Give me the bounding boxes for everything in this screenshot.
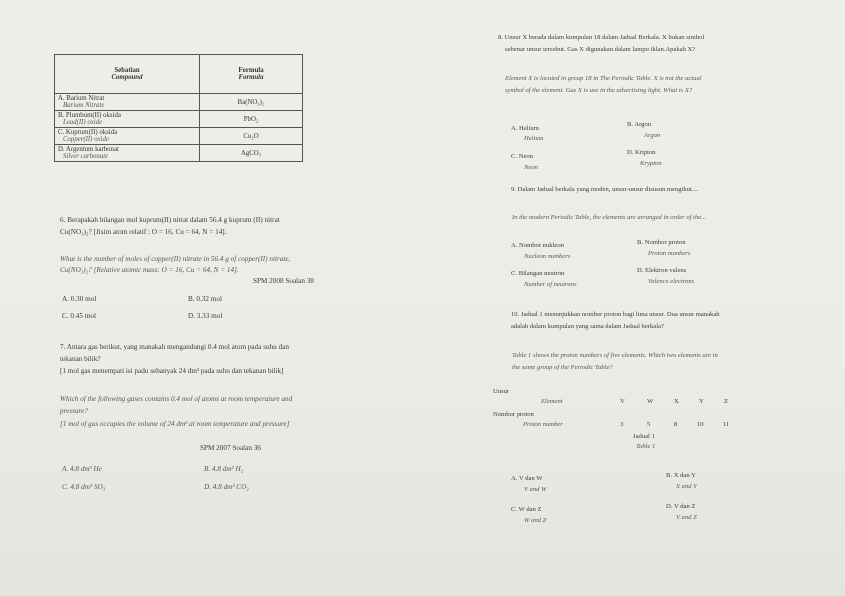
- table-row: [55, 145, 303, 162]
- q10-en-line1: Table 1 shows the proton numbers of five elements. Which two elements are in: [512, 352, 718, 359]
- q10-option-d[interactable]: D. V dan Z: [666, 503, 696, 510]
- q9-option-a-en: Nucleon numbers: [524, 253, 571, 260]
- header-compound: [55, 55, 200, 94]
- compound-en: Barium Nitrate: [63, 102, 105, 109]
- q8-option-b[interactable]: B. Argon: [627, 121, 652, 128]
- proton-y: 10: [697, 421, 704, 428]
- q7-en-line2: pressure?: [60, 407, 88, 415]
- q6-option-b[interactable]: B. 0.32 mol: [188, 295, 222, 303]
- compound-ms: C. Kuprum(II) oksida: [58, 129, 118, 136]
- compound-cell: [55, 128, 200, 145]
- q10-caption: Jadual 1: [633, 433, 655, 440]
- q6-ms-line1: 6. Berapakah bilangan mol kuprum(II) nitrat dalam 56.4 g kuprum (II) nitrat: [60, 216, 280, 224]
- q10-ms-line2: adalah dalam kumpulan yang sama dalam Jadual berkala?: [511, 323, 664, 330]
- q6-option-c[interactable]: C. 0.45 mol: [62, 312, 96, 320]
- formula-cell: Ba(NO₃)₂: [200, 94, 303, 111]
- q10-option-c[interactable]: C. W dan Z: [511, 506, 542, 513]
- compound-cell: [55, 111, 200, 128]
- q7-option-c[interactable]: C. 4.8 dm³ SO₃: [62, 483, 106, 491]
- q9-option-c-en: Number of neutrons: [524, 281, 577, 288]
- q6-option-d[interactable]: D. 3.33 mol: [188, 312, 223, 320]
- compound-cell: [55, 145, 200, 162]
- compound-ms: D. Argentum karbonat: [58, 146, 119, 153]
- q7-ms-line1: 7. Antara gas berikut, yang manakah mengandungi 0.4 mol atom pada suhu dan: [60, 343, 289, 351]
- formula-cell: AgCO₃: [200, 145, 303, 162]
- compound-ms: B. Plumbum(II) oksida: [58, 112, 121, 119]
- q8-en-line2: symbol of the element. Gas X is use in the advertising light. What is X?: [505, 87, 693, 94]
- q7-ms-line3: [1 mol gas menempati isi padu sebanyak 24 dm³ pada suhu dan tekanan bilik]: [60, 367, 284, 375]
- q9-option-c[interactable]: C. Bilangan neutron: [511, 270, 565, 277]
- q7-ms-line2: tekanan bilik?: [60, 355, 101, 363]
- element-z: Z: [724, 398, 729, 405]
- q10-option-c-en: W and Z: [524, 517, 547, 524]
- proton-x: 8: [674, 421, 678, 428]
- q8-option-d[interactable]: D. Kripton: [627, 149, 656, 156]
- element-w: W: [647, 398, 654, 405]
- header-compound-ms: Sebatian: [114, 67, 140, 74]
- q6-en-line2: Cu(NO₃)₂? [Relative atomic mass: O = 16, Cu = 64, N = 14].: [60, 266, 239, 274]
- q8-en-line1: Element X is located in group 18 in The Periodic Table. X is not the actual: [505, 75, 702, 82]
- q9-option-b[interactable]: B. Nombor proton: [637, 239, 686, 246]
- q10-caption-en: Table 1: [636, 443, 656, 450]
- compound-en: Silver carbonate: [63, 153, 109, 160]
- q8-ms-line2: sebenar unsur tersebut. Gas X digunakan dalam lampu iklan.Apakah X?: [505, 46, 696, 53]
- header-formula-en: Formula: [238, 74, 264, 81]
- header-formula: [200, 55, 303, 94]
- q6-en-line1: What is the number of moles of copper(II) nitrate in 56.4 g of copper(II) nitrate,: [60, 255, 291, 263]
- header-formula-ms: Formula: [238, 67, 264, 74]
- q10-option-b-en: X and Y: [676, 483, 697, 490]
- compound-en: Lead(II) oxide: [63, 119, 103, 126]
- formula-cell: Cu₂O: [200, 128, 303, 145]
- q9-option-d-en: Valence electrons: [648, 278, 695, 285]
- q10-row1-label-en: Element: [541, 398, 563, 405]
- q10-option-d-en: V and Z: [676, 514, 697, 521]
- q6-ms-line2: Cu(NO₃)₂? [Jisim atom relatif : O = 16, Cu = 64, N = 14].: [60, 228, 227, 236]
- proton-w: 5: [647, 421, 651, 428]
- formula-cell: PbO₂: [200, 111, 303, 128]
- header-compound-en: Compound: [111, 74, 143, 81]
- compound-ms: A. Barium Nitrat: [58, 95, 105, 102]
- table-row: [55, 94, 303, 111]
- compound-formula-table: [54, 54, 303, 162]
- q6-source: SPM 2008 Soalan 38: [253, 277, 314, 285]
- compound-cell: [55, 94, 200, 111]
- q10-option-b[interactable]: B. X dan Y: [666, 472, 696, 479]
- q7-option-a[interactable]: A. 4.8 dm³ He: [62, 465, 102, 473]
- proton-z: 11: [723, 421, 730, 428]
- q8-option-a[interactable]: A. Helium: [511, 125, 539, 132]
- element-y: Y: [699, 398, 704, 405]
- table-row: [55, 128, 303, 145]
- q10-option-a-en: V and W: [524, 486, 547, 493]
- q9-en-line1: In the modern Periodic Table, the elements are arranged in order of the...: [512, 214, 707, 221]
- q10-row2-label-en: Proton number: [523, 421, 563, 428]
- q9-option-d[interactable]: D. Elektron valens: [637, 267, 687, 274]
- q8-option-d-en: Krypton: [640, 160, 662, 167]
- q8-option-b-en: Argon: [644, 132, 661, 139]
- q9-ms-line1: 9. Dalam Jadual berkala yang moden, unsur-unsur disusun mengikut....: [511, 186, 699, 193]
- table-row: [55, 111, 303, 128]
- q9-option-a[interactable]: A. Nombor nukleon: [511, 242, 564, 249]
- element-x: X: [674, 398, 679, 405]
- table-header-row: [55, 55, 303, 94]
- q7-option-d[interactable]: D. 4.8 dm³ CO₂: [204, 483, 249, 491]
- q10-option-a[interactable]: A. V dan W: [511, 475, 543, 482]
- q8-option-a-en: Helium: [524, 135, 544, 142]
- proton-v: 3: [620, 421, 624, 428]
- q8-option-c-en: Neon: [524, 164, 538, 171]
- q7-option-b[interactable]: B. 4.8 dm³ H₂: [204, 465, 244, 473]
- q8-ms-line1: 8. Unsur X berada dalam kumpulan 18 dalam Jadual Berkala. X bukan simbol: [498, 34, 705, 41]
- q9-option-b-en: Proton numbers: [648, 250, 691, 257]
- q10-row1-label: Unsur: [493, 388, 510, 395]
- q7-en-line3: [1 mol of gas occupies the volume of 24 dm³ at room temperature and pressure]: [60, 420, 290, 428]
- q10-row2-label: Nombor proton: [493, 411, 534, 418]
- q10-en-line2: the same group of the Periodic Table?: [512, 364, 613, 371]
- compound-en: Copper(II) oxide: [63, 136, 109, 143]
- q10-ms-line1: 10. Jadual 1 menunjukkan nombor proton bagi lima unsur. Dua unsur manakah: [511, 311, 720, 318]
- element-v: V: [620, 398, 625, 405]
- q7-source: SPM 2007 Soalan 36: [200, 444, 261, 452]
- q7-en-line1: Which of the following gases contains 0.4 mol of atoms at room temperature and: [60, 395, 293, 403]
- q8-option-c[interactable]: C. Neon: [511, 153, 533, 160]
- q6-option-a[interactable]: A. 0.30 mol: [62, 295, 97, 303]
